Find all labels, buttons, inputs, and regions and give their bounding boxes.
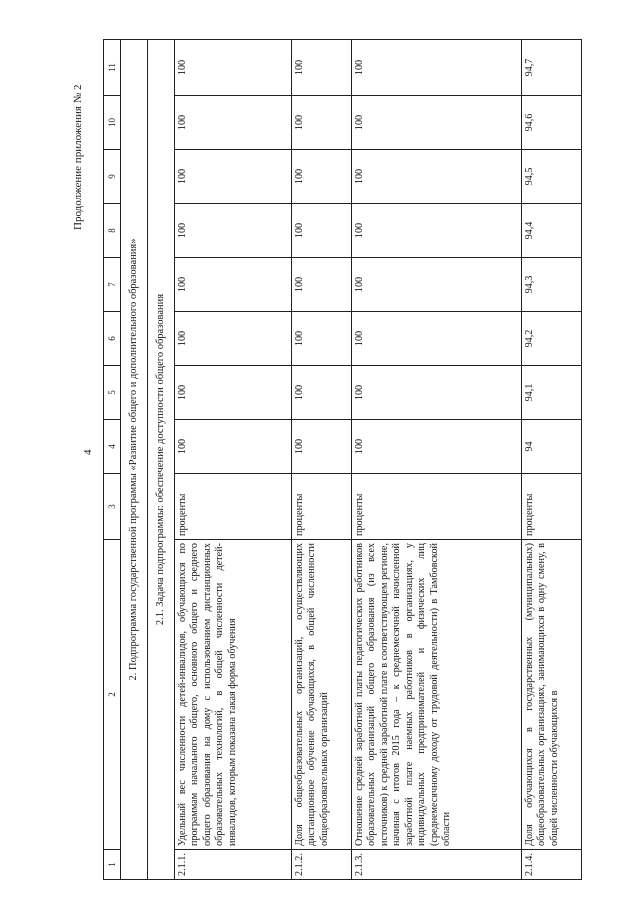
value-cell: 100 (292, 40, 352, 96)
value-cell: 100 (352, 312, 522, 366)
unit-cell: проценты (522, 474, 582, 540)
value-cell: 100 (292, 204, 352, 258)
value-cell: 100 (175, 40, 292, 96)
unit-cell: проценты (175, 474, 292, 540)
value-cell: 100 (175, 150, 292, 204)
header-cell: 2 (104, 540, 121, 850)
value-cell: 94 (522, 420, 582, 474)
value-cell: 94,6 (522, 96, 582, 150)
value-cell: 100 (352, 420, 522, 474)
value-cell: 100 (352, 258, 522, 312)
header-cell: 10 (104, 96, 121, 150)
value-cell: 100 (292, 96, 352, 150)
value-cell: 100 (175, 366, 292, 420)
value-cell: 100 (175, 96, 292, 150)
indicator-table (103, 39, 582, 880)
header-cell: 5 (104, 366, 121, 420)
value-cell: 100 (292, 312, 352, 366)
row-number: 2.1.1. (175, 850, 292, 880)
indicator-description: Доля общеобразовательных организаций, осуществляющих дистанционное обучение обучающихся, в общей численности общеобразовательных организаций (292, 540, 352, 850)
value-cell: 100 (292, 150, 352, 204)
value-cell: 100 (292, 366, 352, 420)
table-row (352, 40, 522, 880)
table-row (175, 40, 292, 880)
header-cell: 4 (104, 420, 121, 474)
value-cell: 100 (175, 258, 292, 312)
indicator-description: Доля обучающихся в государственных (муниципальных) общеобразовательных организациях, занимающихся в одну смену, в общей численности обучающихся в (522, 540, 582, 850)
value-cell: 100 (352, 96, 522, 150)
header-cell: 1 (104, 850, 121, 880)
value-cell: 94,5 (522, 150, 582, 204)
task-row (148, 40, 175, 880)
section-title: 2. Подпрограмма государственной программы «Развитие общего и дополнительного образования» (121, 40, 148, 880)
task-title: 2.1. Задача подпрограммы: обеспечение доступности общего образования (148, 40, 175, 880)
value-cell: 94,3 (522, 258, 582, 312)
value-cell: 100 (292, 420, 352, 474)
unit-cell: проценты (352, 474, 522, 540)
indicator-description: Отношение средней заработной платы педагогических работников образовательных организаций общего образования (из всех источников) к средней заработной плате в соответствующем регионе, начиная с итогов 2015 года – к среднемесячной начисленной заработной плате наемных работников в организациях, у индивидуальных предпринимателей и физических лиц (среднемесячному доходу от трудовой деятельности) в Тамбовской области (352, 540, 522, 850)
value-cell: 94,4 (522, 204, 582, 258)
value-cell: 94,2 (522, 312, 582, 366)
section-row (121, 40, 148, 880)
header-cell: 8 (104, 204, 121, 258)
value-cell: 100 (175, 204, 292, 258)
indicator-table-container (103, 40, 583, 880)
value-cell: 100 (175, 312, 292, 366)
header-cell: 9 (104, 150, 121, 204)
table-row (522, 40, 582, 880)
value-cell: 94,7 (522, 40, 582, 96)
value-cell: 100 (352, 204, 522, 258)
column-number-row (104, 40, 121, 880)
table-row (292, 40, 352, 880)
unit-cell: проценты (292, 474, 352, 540)
row-number: 2.1.3. (352, 850, 522, 880)
header-cell: 11 (104, 40, 121, 96)
value-cell: 100 (292, 258, 352, 312)
value-cell: 100 (352, 40, 522, 96)
value-cell: 100 (352, 150, 522, 204)
page-number: 4 (82, 449, 94, 455)
row-number: 2.1.4. (522, 850, 582, 880)
appendix-caption: Продолжение приложения № 2 (72, 84, 84, 230)
row-number: 2.1.2. (292, 850, 352, 880)
indicator-description: Удельный вес численности детей-инвалидов, обучающихся по программам начального общего, основного общего и среднего общего образования на дому с использованием дистанционных образовательных технологий, в общей численности детей-инвалидов, которым показана такая форма обучения (175, 540, 292, 850)
value-cell: 100 (352, 366, 522, 420)
header-cell: 7 (104, 258, 121, 312)
header-cell: 3 (104, 474, 121, 540)
header-cell: 6 (104, 312, 121, 366)
value-cell: 94,1 (522, 366, 582, 420)
value-cell: 100 (175, 420, 292, 474)
